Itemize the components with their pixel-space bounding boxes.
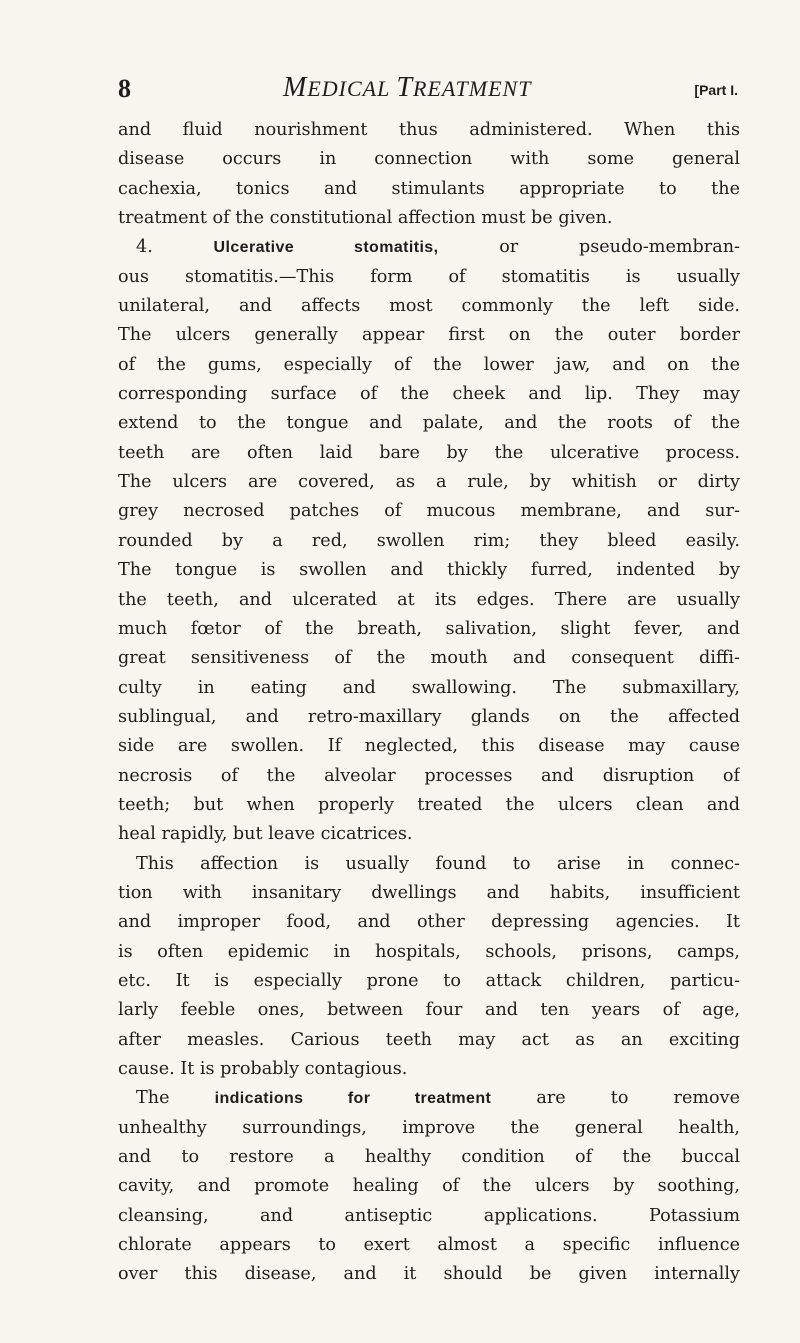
indications-lead: The	[136, 1088, 215, 1109]
text-line: teeth are often laid bare by the ulcerative process.	[118, 442, 740, 463]
running-head-initial-2: T	[396, 72, 414, 103]
text-line: ous stomatitis.—This form of stomatitis is usually	[118, 266, 740, 287]
page-header	[118, 72, 738, 112]
text-line: The tongue is swollen and thickly furred, indented by	[118, 560, 740, 581]
text-line: great sensitiveness of the mouth and consequent diffi-	[118, 648, 740, 669]
text-line: much fœtor of the breath, salivation, slight fever, and	[118, 618, 740, 639]
text-line: unilateral, and affects most commonly the left side.	[118, 296, 740, 317]
text-line: is often epidemic in hospitals, schools, prisons, camps,	[118, 941, 740, 962]
text-line: after measles. Carious teeth may act as an exciting	[118, 1029, 740, 1050]
heading-line-rest: or pseudo-membran-	[438, 237, 740, 258]
indications-heading-line	[118, 1084, 740, 1113]
section-number: 4.	[136, 237, 153, 258]
text-line: over this disease, and it should be given internally	[118, 1264, 740, 1285]
text-line: grey necrosed patches of mucous membrane, and sur-	[118, 501, 740, 522]
running-head-rest-1: EDICAL	[307, 76, 397, 101]
text-line: and to restore a healthy condition of the buccal	[118, 1147, 740, 1168]
text-line: chlorate appears to exert almost a specific influence	[118, 1235, 740, 1256]
text-line: necrosis of the alveolar processes and disruption of	[118, 765, 740, 786]
text-line: extend to the tongue and palate, and the roots of the	[118, 413, 740, 434]
running-head	[283, 72, 531, 104]
text-line: cause. It is probably contagious.	[118, 1059, 408, 1079]
text-line: The ulcers generally appear first on the outer border	[118, 325, 740, 346]
running-head-initial-1: M	[283, 72, 308, 103]
text-line: This affection is usually found to arise in connec-	[136, 853, 740, 874]
text-line: disease occurs in connection with some general	[118, 149, 740, 170]
text-line: rounded by a red, swollen rim; they bleed easily.	[118, 530, 740, 551]
text-line: treatment of the constitutional affection must be given.	[118, 208, 613, 229]
text-line: etc. It is especially prone to attack children, particu-	[118, 970, 740, 991]
text-line: culty in eating and swallowing. The submaxillary,	[118, 677, 740, 698]
text-line: side are swollen. If neglected, this disease may cause	[118, 736, 740, 757]
section-heading-line	[118, 233, 740, 262]
text-line: cavity, and promote healing of the ulcers by soothing,	[118, 1176, 740, 1197]
text-line: corresponding surface of the cheek and lip. They may	[118, 384, 740, 405]
text-line: The ulcers are covered, as a rule, by whitish or dirty	[118, 472, 740, 493]
text-line: larly feeble ones, between four and ten years of age,	[118, 1000, 740, 1021]
indications-heading: indications for treatment	[214, 1090, 492, 1108]
text-line: and improper food, and other depressing agencies. It	[118, 912, 740, 933]
ulcerative-stomatitis-heading: Ulcerative stomatitis,	[213, 239, 439, 257]
page-number: 8	[118, 74, 131, 103]
text-line: of the gums, especially of the lower jaw, and on the	[118, 354, 740, 375]
text-line: unhealthy surroundings, improve the general health,	[118, 1117, 740, 1138]
body-text	[118, 116, 740, 1290]
text-line: teeth; but when properly treated the ulcers clean and	[118, 794, 740, 815]
part-label: [Part I.	[694, 82, 738, 98]
text-line: cachexia, tonics and stimulants appropriate to the	[118, 178, 740, 199]
running-head-rest-2: REATMENT	[413, 76, 532, 101]
indications-line-rest: are to remove	[491, 1088, 740, 1109]
text-line: and fluid nourishment thus administered. When this	[118, 120, 740, 140]
text-line: sublingual, and retro-maxillary glands on the affected	[118, 706, 740, 727]
text-line: tion with insanitary dwellings and habits, insufficient	[118, 882, 740, 903]
text-line: the teeth, and ulcerated at its edges. There are usually	[118, 589, 740, 610]
text-line: cleansing, and antiseptic applications. Potassium	[118, 1205, 740, 1226]
text-line: heal rapidly, but leave cicatrices.	[118, 824, 413, 845]
